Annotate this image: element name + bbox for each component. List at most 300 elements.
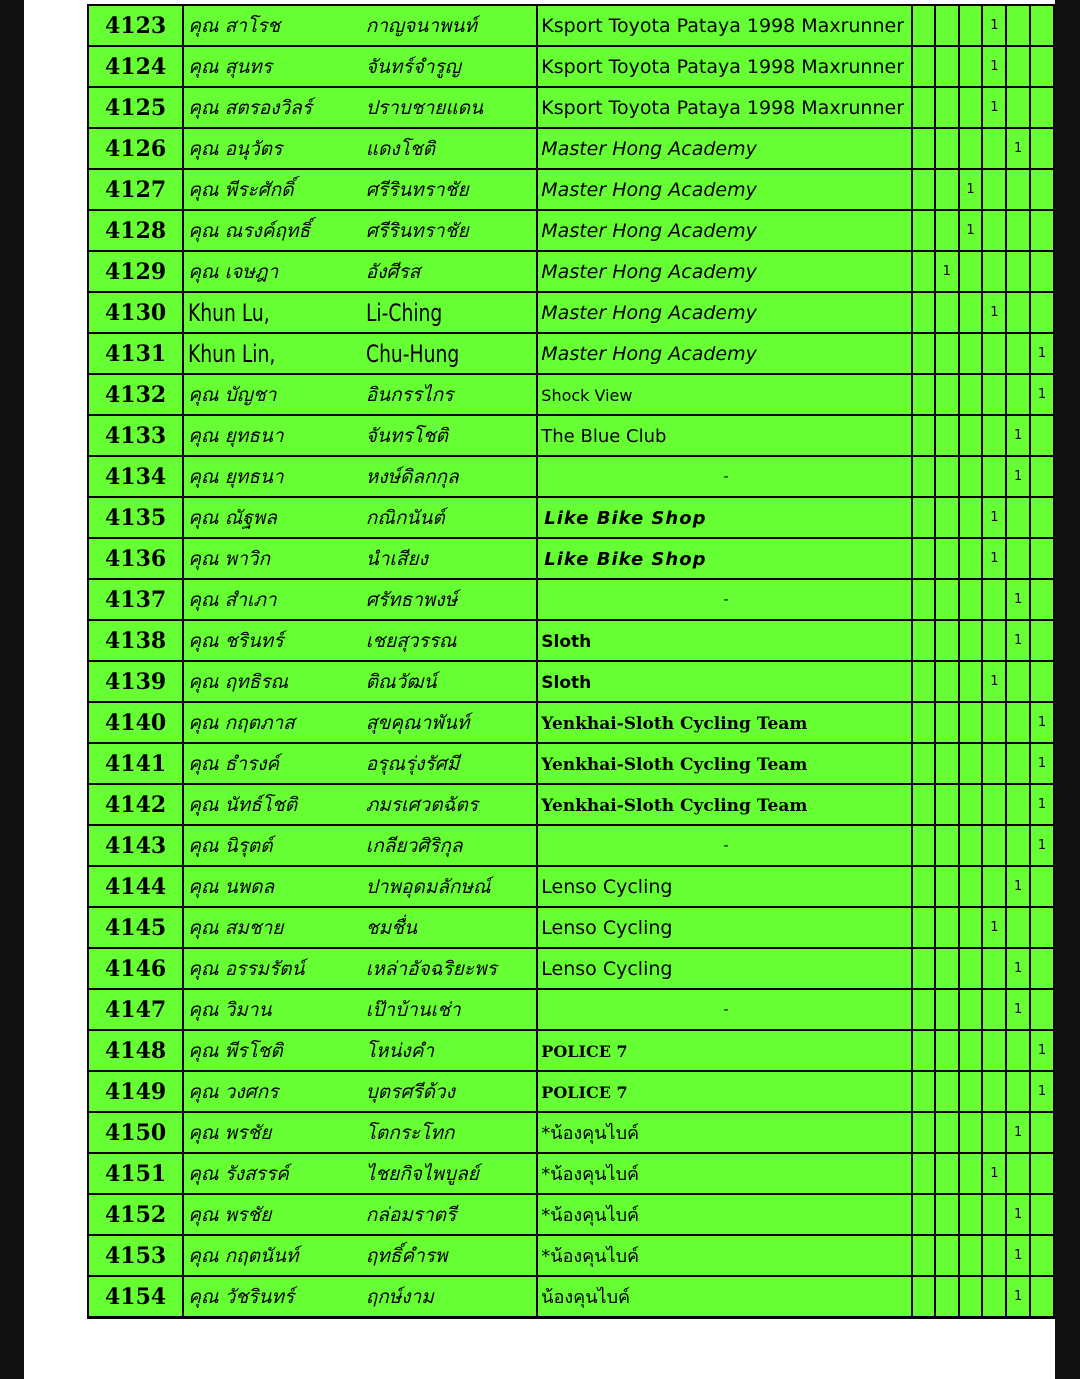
- last-name: บุตรศรีด้วง: [364, 1071, 538, 1112]
- bib-number: 4149: [88, 1071, 183, 1112]
- category-mark-2: [935, 948, 959, 989]
- last-name: ศรีรินทราชัย: [364, 210, 538, 251]
- last-name: ปาพอุดมลักษณ์: [364, 866, 538, 907]
- category-mark-5: [1006, 210, 1030, 251]
- category-mark-4: [982, 948, 1006, 989]
- first-name: คุณ กฤตนันท์: [183, 1235, 364, 1276]
- category-mark-5: 1: [1006, 1276, 1030, 1318]
- category-mark-6: 1: [1030, 743, 1054, 784]
- category-mark-1: [912, 415, 935, 456]
- bib-number: 4133: [88, 415, 183, 456]
- category-mark-2: [935, 1071, 959, 1112]
- category-mark-2: [935, 497, 959, 538]
- first-name: คุณ สำเภา: [183, 579, 364, 620]
- table-row: [88, 907, 1054, 948]
- category-mark-1: [912, 1235, 935, 1276]
- category-mark-5: [1006, 1153, 1030, 1194]
- team-name-text: Ksport Toyota Pataya 1998 Maxrunner: [541, 14, 905, 37]
- category-mark-5: 1: [1006, 1194, 1030, 1235]
- bib-number: 4132: [88, 374, 183, 415]
- bib-number: 4142: [88, 784, 183, 825]
- team-name-text: น้องคุนไบค์: [541, 1287, 631, 1308]
- first-name: คุณ สมชาย: [183, 907, 364, 948]
- category-mark-2: [935, 1030, 959, 1071]
- first-name: คุณ พรชัย: [183, 1194, 364, 1235]
- first-name: คุณ สุนทร: [183, 46, 364, 87]
- first-name: คุณ อรรมรัตน์: [183, 948, 364, 989]
- first-name: คุณ นิรุตต์: [183, 825, 364, 866]
- category-mark-3: [959, 333, 983, 374]
- category-mark-5: [1006, 374, 1030, 415]
- category-mark-1: [912, 456, 935, 497]
- category-mark-3: [959, 497, 983, 538]
- table-row: [88, 169, 1054, 210]
- team-name-text: Master Hong Academy: [541, 137, 757, 160]
- table-row: [88, 1235, 1054, 1276]
- last-name: จันทร์จำรูญ: [364, 46, 538, 87]
- category-mark-6: [1030, 1276, 1054, 1318]
- last-name: ติณวัฒน์: [364, 661, 538, 702]
- category-mark-5: 1: [1006, 579, 1030, 620]
- table-row: [88, 784, 1054, 825]
- category-mark-2: [935, 5, 959, 46]
- category-mark-6: [1030, 579, 1054, 620]
- table-row: [88, 579, 1054, 620]
- table-row: [88, 1194, 1054, 1235]
- category-mark-2: [935, 1112, 959, 1153]
- category-mark-5: 1: [1006, 128, 1030, 169]
- team-name: [537, 251, 911, 292]
- category-mark-5: [1006, 292, 1030, 333]
- category-mark-4: [982, 374, 1006, 415]
- team-name: [537, 1071, 911, 1112]
- team-name-text: Yenkhai-Sloth Cycling Team: [541, 795, 808, 816]
- team-name: [537, 825, 911, 866]
- table-row: [88, 538, 1054, 579]
- category-mark-1: [912, 1276, 935, 1318]
- category-mark-1: [912, 1153, 935, 1194]
- category-mark-4: [982, 825, 1006, 866]
- team-name: [537, 1153, 911, 1194]
- category-mark-5: [1006, 784, 1030, 825]
- category-mark-4: [982, 1235, 1006, 1276]
- category-mark-3: [959, 989, 983, 1030]
- category-mark-5: [1006, 1071, 1030, 1112]
- category-mark-1: [912, 538, 935, 579]
- team-name: [537, 784, 911, 825]
- category-mark-6: [1030, 87, 1054, 128]
- bib-number: 4126: [88, 128, 183, 169]
- category-mark-2: [935, 210, 959, 251]
- category-mark-1: [912, 169, 935, 210]
- team-name-text: The Blue Club: [541, 425, 667, 447]
- first-name-text: Khun Lin,: [188, 339, 276, 368]
- category-mark-5: [1006, 169, 1030, 210]
- first-name: คุณ กฤตภาส: [183, 702, 364, 743]
- category-mark-3: [959, 374, 983, 415]
- team-name: [537, 374, 911, 415]
- last-name: แดงโชติ: [364, 128, 538, 169]
- category-mark-3: 1: [959, 169, 983, 210]
- bib-number: 4140: [88, 702, 183, 743]
- category-mark-3: [959, 292, 983, 333]
- category-mark-1: [912, 87, 935, 128]
- category-mark-6: [1030, 989, 1054, 1030]
- category-mark-2: [935, 825, 959, 866]
- bib-number: 4128: [88, 210, 183, 251]
- category-mark-2: [935, 128, 959, 169]
- category-mark-2: [935, 87, 959, 128]
- category-mark-5: 1: [1006, 620, 1030, 661]
- first-name: คุณ พีระศักดิ์: [183, 169, 364, 210]
- category-mark-5: [1006, 333, 1030, 374]
- bib-number: 4123: [88, 5, 183, 46]
- team-name: [537, 579, 911, 620]
- bib-number: 4139: [88, 661, 183, 702]
- first-name: คุณ ชรินทร์: [183, 620, 364, 661]
- category-mark-4: [982, 866, 1006, 907]
- bib-number: 4127: [88, 169, 183, 210]
- category-mark-5: [1006, 1030, 1030, 1071]
- team-name-text: *น้องคุนไบค์: [541, 1164, 640, 1185]
- category-mark-3: [959, 948, 983, 989]
- team-name: [537, 620, 911, 661]
- table-row: [88, 1276, 1054, 1318]
- document-page: [24, 0, 1055, 1379]
- table-row: [88, 620, 1054, 661]
- category-mark-2: [935, 784, 959, 825]
- team-name-text: Ksport Toyota Pataya 1998 Maxrunner: [541, 96, 905, 119]
- last-name: ศรัทธาพงษ์: [364, 579, 538, 620]
- category-mark-2: [935, 702, 959, 743]
- first-name: คุณ รังสรรค์: [183, 1153, 364, 1194]
- team-name-text: -: [723, 1001, 729, 1018]
- category-mark-4: [982, 456, 1006, 497]
- category-mark-1: [912, 948, 935, 989]
- team-name: [537, 1112, 911, 1153]
- category-mark-4: [982, 784, 1006, 825]
- first-name: คุณ ยุทธนา: [183, 415, 364, 456]
- team-name-text: POLICE 7: [541, 1041, 628, 1061]
- category-mark-3: [959, 538, 983, 579]
- last-name: กณิกนันต์: [364, 497, 538, 538]
- team-name: [537, 538, 911, 579]
- last-name: ฤกษ์งาม: [364, 1276, 538, 1318]
- category-mark-6: [1030, 661, 1054, 702]
- category-mark-3: [959, 825, 983, 866]
- category-mark-5: [1006, 5, 1030, 46]
- category-mark-4: 1: [982, 1153, 1006, 1194]
- category-mark-1: [912, 907, 935, 948]
- category-mark-4: [982, 579, 1006, 620]
- category-mark-1: [912, 825, 935, 866]
- category-mark-3: [959, 1112, 983, 1153]
- category-mark-6: 1: [1030, 333, 1054, 374]
- table-row: [88, 825, 1054, 866]
- table-row: [88, 1112, 1054, 1153]
- category-mark-5: [1006, 743, 1030, 784]
- team-name: [537, 497, 911, 538]
- category-mark-6: [1030, 210, 1054, 251]
- last-name: จันทรโชติ: [364, 415, 538, 456]
- bib-number: 4152: [88, 1194, 183, 1235]
- category-mark-2: [935, 620, 959, 661]
- category-mark-5: [1006, 661, 1030, 702]
- team-name-text: Shock View: [541, 385, 633, 405]
- category-mark-6: [1030, 866, 1054, 907]
- category-mark-3: [959, 128, 983, 169]
- team-name-text: Yenkhai-Sloth Cycling Team: [541, 713, 808, 734]
- last-name: เป๊าบ้านเช่า: [364, 989, 538, 1030]
- team-name-text: Like Bike Shop: [544, 548, 707, 570]
- category-mark-6: 1: [1030, 374, 1054, 415]
- team-name: [537, 456, 911, 497]
- category-mark-4: [982, 989, 1006, 1030]
- category-mark-2: 1: [935, 251, 959, 292]
- category-mark-1: [912, 1112, 935, 1153]
- team-name-text: -: [723, 468, 729, 485]
- first-name: คุณ ยุทธนา: [183, 456, 364, 497]
- category-mark-6: [1030, 251, 1054, 292]
- last-name: โหน่งคำ: [364, 1030, 538, 1071]
- last-name: อังศีรส: [364, 251, 538, 292]
- category-mark-1: [912, 5, 935, 46]
- category-mark-2: [935, 1276, 959, 1318]
- last-name: [364, 333, 538, 374]
- team-name-text: *น้องคุนไบค์: [541, 1123, 640, 1144]
- last-name: สุขคุณาพันท์: [364, 702, 538, 743]
- table-row: [88, 661, 1054, 702]
- category-mark-6: 1: [1030, 784, 1054, 825]
- category-mark-3: [959, 743, 983, 784]
- last-name: นำเสียง: [364, 538, 538, 579]
- team-name: [537, 1235, 911, 1276]
- table-row: [88, 1030, 1054, 1071]
- category-mark-2: [935, 456, 959, 497]
- table-row: [88, 989, 1054, 1030]
- team-name-text: Like Bike Shop: [544, 507, 707, 529]
- category-mark-1: [912, 702, 935, 743]
- category-mark-1: [912, 989, 935, 1030]
- team-name: [537, 1194, 911, 1235]
- category-mark-6: [1030, 948, 1054, 989]
- team-name-text: Master Hong Academy: [541, 301, 757, 324]
- category-mark-3: [959, 866, 983, 907]
- category-mark-4: [982, 1071, 1006, 1112]
- category-mark-6: 1: [1030, 702, 1054, 743]
- table-row: [88, 702, 1054, 743]
- category-mark-3: [959, 620, 983, 661]
- category-mark-1: [912, 128, 935, 169]
- category-mark-1: [912, 374, 935, 415]
- team-name-text: POLICE 7: [541, 1082, 628, 1102]
- category-mark-4: [982, 210, 1006, 251]
- last-name-text: Chu-Hung: [365, 339, 459, 368]
- category-mark-3: [959, 907, 983, 948]
- category-mark-2: [935, 1153, 959, 1194]
- team-name: [537, 907, 911, 948]
- category-mark-4: [982, 1030, 1006, 1071]
- category-mark-5: 1: [1006, 1112, 1030, 1153]
- team-name-text: -: [723, 591, 729, 608]
- bib-number: 4130: [88, 292, 183, 333]
- category-mark-6: 1: [1030, 1030, 1054, 1071]
- team-name: [537, 210, 911, 251]
- category-mark-2: [935, 866, 959, 907]
- category-mark-4: 1: [982, 497, 1006, 538]
- team-name-text: Sloth: [541, 672, 592, 693]
- team-name-text: Master Hong Academy: [541, 178, 757, 201]
- team-name: [537, 989, 911, 1030]
- category-mark-4: 1: [982, 538, 1006, 579]
- last-name: ศรีรินทราชัย: [364, 169, 538, 210]
- last-name-text: Li-Ching: [365, 298, 442, 327]
- bib-number: 4146: [88, 948, 183, 989]
- team-name: [537, 292, 911, 333]
- table-row: [88, 333, 1054, 374]
- category-mark-5: [1006, 251, 1030, 292]
- category-mark-5: [1006, 702, 1030, 743]
- category-mark-1: [912, 497, 935, 538]
- first-name: คุณ วงศกร: [183, 1071, 364, 1112]
- category-mark-4: [982, 1276, 1006, 1318]
- first-name: คุณ ณัฐพล: [183, 497, 364, 538]
- table-row: [88, 866, 1054, 907]
- category-mark-2: [935, 1194, 959, 1235]
- category-mark-1: [912, 333, 935, 374]
- first-name: คุณ พรชัย: [183, 1112, 364, 1153]
- bib-number: 4136: [88, 538, 183, 579]
- category-mark-4: [982, 1112, 1006, 1153]
- team-name: [537, 661, 911, 702]
- category-mark-6: [1030, 497, 1054, 538]
- bib-number: 4150: [88, 1112, 183, 1153]
- table-row: [88, 46, 1054, 87]
- category-mark-6: [1030, 620, 1054, 661]
- category-mark-3: [959, 46, 983, 87]
- first-name: คุณ นพดล: [183, 866, 364, 907]
- category-mark-2: [935, 374, 959, 415]
- bib-number: 4124: [88, 46, 183, 87]
- first-name: คุณ สตรองวิลร์: [183, 87, 364, 128]
- category-mark-6: [1030, 456, 1054, 497]
- category-mark-2: [935, 989, 959, 1030]
- category-mark-3: [959, 1030, 983, 1071]
- category-mark-2: [935, 579, 959, 620]
- category-mark-3: [959, 1194, 983, 1235]
- last-name: ภมรเศวตฉัตร: [364, 784, 538, 825]
- team-name-text: Sloth: [541, 631, 592, 652]
- category-mark-6: [1030, 292, 1054, 333]
- category-mark-2: [935, 169, 959, 210]
- team-name: [537, 1276, 911, 1318]
- last-name: เชยสุวรรณ: [364, 620, 538, 661]
- category-mark-3: [959, 1153, 983, 1194]
- team-name: [537, 46, 911, 87]
- table-row: [88, 1153, 1054, 1194]
- category-mark-3: [959, 661, 983, 702]
- table-row: [88, 292, 1054, 333]
- first-name: คุณ ฤทธิรณ: [183, 661, 364, 702]
- category-mark-3: [959, 415, 983, 456]
- last-name: ชมชื่น: [364, 907, 538, 948]
- bib-number: 4125: [88, 87, 183, 128]
- first-name: คุณ วัชรินทร์: [183, 1276, 364, 1318]
- category-mark-3: 1: [959, 210, 983, 251]
- team-name: [537, 5, 911, 46]
- table-row: [88, 743, 1054, 784]
- category-mark-1: [912, 292, 935, 333]
- last-name: อรุณรุ่งรัศมี: [364, 743, 538, 784]
- category-mark-6: 1: [1030, 1071, 1054, 1112]
- category-mark-2: [935, 415, 959, 456]
- first-name-text: Khun Lu,: [188, 298, 270, 327]
- last-name: โตกระโทก: [364, 1112, 538, 1153]
- category-mark-4: 1: [982, 5, 1006, 46]
- category-mark-4: [982, 128, 1006, 169]
- category-mark-2: [935, 538, 959, 579]
- bib-number: 4137: [88, 579, 183, 620]
- category-mark-6: [1030, 415, 1054, 456]
- team-name: [537, 128, 911, 169]
- category-mark-6: [1030, 1112, 1054, 1153]
- category-mark-6: [1030, 128, 1054, 169]
- category-mark-1: [912, 1030, 935, 1071]
- category-mark-5: [1006, 497, 1030, 538]
- bib-number: 4135: [88, 497, 183, 538]
- team-name-text: Master Hong Academy: [541, 342, 757, 365]
- team-name: [537, 87, 911, 128]
- category-mark-5: 1: [1006, 415, 1030, 456]
- category-mark-6: [1030, 5, 1054, 46]
- category-mark-3: [959, 1235, 983, 1276]
- category-mark-1: [912, 784, 935, 825]
- table-row: [88, 456, 1054, 497]
- team-name-text: Master Hong Academy: [541, 260, 757, 283]
- bib-number: 4143: [88, 825, 183, 866]
- team-name: [537, 1030, 911, 1071]
- category-mark-2: [935, 46, 959, 87]
- category-mark-6: [1030, 907, 1054, 948]
- team-name: [537, 333, 911, 374]
- team-name: [537, 866, 911, 907]
- table-row: [88, 948, 1054, 989]
- category-mark-4: 1: [982, 661, 1006, 702]
- category-mark-5: [1006, 825, 1030, 866]
- category-mark-4: [982, 169, 1006, 210]
- first-name: คุณ ธำรงค์: [183, 743, 364, 784]
- category-mark-5: 1: [1006, 456, 1030, 497]
- table-row: [88, 415, 1054, 456]
- category-mark-4: [982, 1194, 1006, 1235]
- category-mark-3: [959, 456, 983, 497]
- category-mark-4: [982, 415, 1006, 456]
- category-mark-6: [1030, 1194, 1054, 1235]
- category-mark-4: 1: [982, 46, 1006, 87]
- team-name-text: Lenso Cycling: [541, 916, 673, 939]
- first-name: คุณ เจษฎา: [183, 251, 364, 292]
- first-name: [183, 333, 364, 374]
- category-mark-2: [935, 1235, 959, 1276]
- last-name: ไชยกิจไพบูลย์: [364, 1153, 538, 1194]
- category-mark-3: [959, 1071, 983, 1112]
- category-mark-4: 1: [982, 907, 1006, 948]
- first-name: คุณ ณรงค์ฤทธิ์: [183, 210, 364, 251]
- category-mark-6: [1030, 538, 1054, 579]
- category-mark-4: [982, 333, 1006, 374]
- category-mark-1: [912, 251, 935, 292]
- category-mark-3: [959, 251, 983, 292]
